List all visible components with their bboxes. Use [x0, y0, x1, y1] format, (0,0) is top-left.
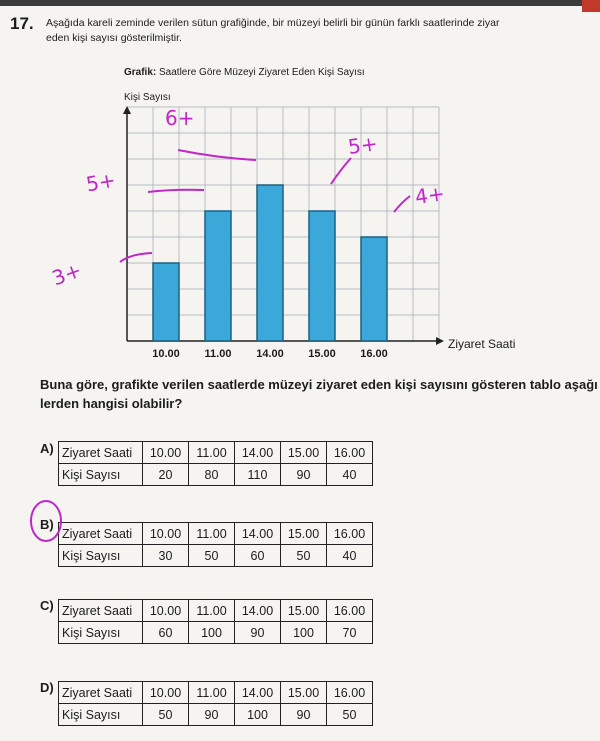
x-axis-arrow [436, 337, 444, 345]
option-c-letter[interactable]: C) [40, 598, 54, 613]
handwritten-label-10: 3+ [48, 257, 85, 291]
table-cell: 50 [189, 545, 235, 567]
table-cell: 10.00 [143, 442, 189, 464]
table-cell: 16.00 [327, 600, 373, 622]
x-tick-label: 14.00 [256, 348, 284, 360]
table-cell: 14.00 [235, 442, 281, 464]
question-prompt-line-2: lerden hangisi olabilir? [40, 396, 183, 411]
option-a-table[interactable] [58, 441, 373, 486]
table-header-cell: Ziyaret Saati [59, 682, 143, 704]
table-cell: 50 [143, 704, 189, 726]
table-cell: 15.00 [281, 523, 327, 545]
table-cell: 16.00 [327, 442, 373, 464]
table-row [59, 704, 373, 726]
table-cell: 70 [327, 622, 373, 644]
option-a-letter[interactable]: A) [40, 441, 54, 456]
bar-14.00 [257, 185, 283, 341]
x-tick-label: 15.00 [308, 348, 336, 360]
table-cell: 90 [281, 464, 327, 486]
option-c-table[interactable] [58, 599, 373, 644]
x-tick-label: 16.00 [360, 348, 388, 360]
question-prompt-line-1: Buna göre, grafikte verilen saatlerde müzeyi ziyaret eden kişi sayısını gösteren tablo aşağı [40, 377, 598, 392]
table-row [59, 622, 373, 644]
table-cell: 15.00 [281, 442, 327, 464]
table-cell: 90 [189, 704, 235, 726]
table-cell: 14.00 [235, 600, 281, 622]
option-b-letter[interactable]: B) [40, 517, 54, 532]
option-b-table[interactable] [58, 522, 373, 567]
option-d-table[interactable] [58, 681, 373, 726]
handwritten-label-11: 5+ [84, 167, 118, 197]
handwritten-label-15: 5+ [346, 131, 380, 159]
table-row-label: Kişi Sayısı [59, 464, 143, 486]
table-cell: 14.00 [235, 523, 281, 545]
question-text-line-2: eden kişi sayısı gösterilmiştir. [46, 32, 182, 44]
table-cell: 100 [189, 622, 235, 644]
table-header-cell: Ziyaret Saati [59, 600, 143, 622]
table-cell: 11.00 [189, 682, 235, 704]
table-cell: 40 [327, 545, 373, 567]
bar-15.00 [309, 211, 335, 341]
table-row [59, 600, 373, 622]
table-cell: 60 [143, 622, 189, 644]
bar-10.00 [153, 263, 179, 341]
table-cell: 60 [235, 545, 281, 567]
chart-title-text: Saatlere Göre Müzeyi Ziyaret Eden Kişi Sayısı [159, 67, 365, 78]
chart-title-prefix: Grafik: [124, 67, 157, 78]
bar-11.00 [205, 211, 231, 341]
table-cell: 90 [235, 622, 281, 644]
table-cell: 16.00 [327, 523, 373, 545]
question-prompt [40, 375, 598, 413]
table-row-label: Kişi Sayısı [59, 545, 143, 567]
table-cell: 20 [143, 464, 189, 486]
table-cell: 110 [235, 464, 281, 486]
table-cell: 16.00 [327, 682, 373, 704]
table-row [59, 464, 373, 486]
table-cell: 100 [235, 704, 281, 726]
question-text-line-1: Aşağıda kareli zeminde verilen sütun grafiğinde, bir müzeyi belirli bir günün farklı saatlerinde ziyar [46, 17, 500, 29]
table-row-label: Kişi Sayısı [59, 704, 143, 726]
table-cell: 11.00 [189, 523, 235, 545]
table-row [59, 545, 373, 567]
table-cell: 10.00 [143, 523, 189, 545]
table-header-cell: Ziyaret Saati [59, 523, 143, 545]
chart-x-axis-label: Ziyaret Saati [448, 337, 516, 351]
table-cell: 90 [281, 704, 327, 726]
table-cell: 50 [327, 704, 373, 726]
table-cell: 10.00 [143, 682, 189, 704]
question-number: 17. [10, 14, 34, 33]
table-row [59, 442, 373, 464]
chart-y-axis-label: Kişi Sayısı [124, 92, 171, 103]
table-cell: 30 [143, 545, 189, 567]
table-cell: 14.00 [235, 682, 281, 704]
table-cell: 40 [327, 464, 373, 486]
table-cell: 50 [281, 545, 327, 567]
x-tick-label: 10.00 [152, 348, 180, 360]
x-tick-label: 11.00 [204, 348, 232, 360]
table-cell: 100 [281, 622, 327, 644]
table-row-label: Kişi Sayısı [59, 622, 143, 644]
bar-16.00 [361, 237, 387, 341]
table-row [59, 523, 373, 545]
table-row [59, 682, 373, 704]
table-cell: 15.00 [281, 600, 327, 622]
table-cell: 80 [189, 464, 235, 486]
handwritten-label-14: 6+ [165, 106, 195, 130]
option-d-letter[interactable]: D) [40, 680, 54, 695]
table-cell: 11.00 [189, 442, 235, 464]
table-cell: 10.00 [143, 600, 189, 622]
table-cell: 15.00 [281, 682, 327, 704]
handwritten-label-16: 4+ [413, 181, 447, 209]
table-header-cell: Ziyaret Saati [59, 442, 143, 464]
table-cell: 11.00 [189, 600, 235, 622]
